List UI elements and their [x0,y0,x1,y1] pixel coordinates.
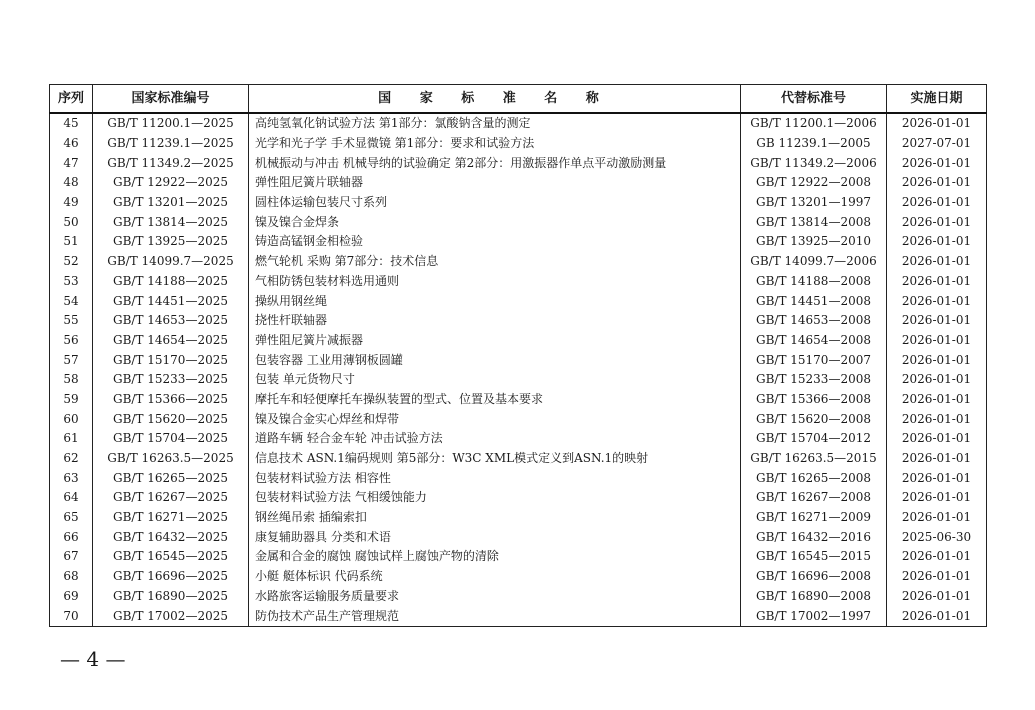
table-body [50,113,987,626]
cell-standard-code: GB/T 16271—2025 [93,508,249,528]
cell-seq: 45 [50,113,93,134]
cell-replaced-standard: GB/T 16267—2008 [741,488,887,508]
cell-standard-code: GB/T 16263.5—2025 [93,449,249,469]
table-row [50,370,987,390]
table-row [50,350,987,370]
cell-replaced-standard: GB/T 14188—2008 [741,272,887,292]
cell-standard-name: 包装 单元货物尺寸 [249,370,741,390]
cell-seq: 51 [50,232,93,252]
cell-standard-code: GB/T 16432—2025 [93,527,249,547]
cell-replaced-standard: GB/T 14451—2008 [741,291,887,311]
cell-seq: 64 [50,488,93,508]
cell-standard-name: 信息技术 ASN.1编码规则 第5部分：W3C XML模式定义到ASN.1的映射 [249,449,741,469]
cell-seq: 70 [50,606,93,626]
header-code: 国家标准编号 [93,85,249,114]
cell-implementation-date: 2026-01-01 [887,429,987,449]
header-seq: 序列 [50,85,93,114]
cell-seq: 47 [50,153,93,173]
table-row [50,331,987,351]
cell-replaced-standard: GB/T 16696—2008 [741,567,887,587]
cell-standard-code: GB/T 15620—2025 [93,409,249,429]
cell-standard-code: GB/T 15366—2025 [93,390,249,410]
cell-seq: 66 [50,527,93,547]
cell-standard-name: 圆柱体运输包装尺寸系列 [249,193,741,213]
cell-replaced-standard: GB/T 15704—2012 [741,429,887,449]
cell-seq: 67 [50,547,93,567]
cell-replaced-standard: GB/T 13814—2008 [741,212,887,232]
cell-replaced-standard: GB/T 15233—2008 [741,370,887,390]
cell-standard-name: 防伪技术产品生产管理规范 [249,606,741,626]
cell-standard-name: 道路车辆 轻合金车轮 冲击试验方法 [249,429,741,449]
table-row [50,587,987,607]
table-row [50,390,987,410]
cell-seq: 49 [50,193,93,213]
cell-implementation-date: 2026-01-01 [887,331,987,351]
cell-standard-name: 金属和合金的腐蚀 腐蚀试样上腐蚀产物的清除 [249,547,741,567]
table-row [50,508,987,528]
cell-seq: 50 [50,212,93,232]
table-row [50,547,987,567]
cell-standard-code: GB/T 15233—2025 [93,370,249,390]
cell-standard-code: GB/T 14188—2025 [93,272,249,292]
cell-standard-code: GB/T 11349.2—2025 [93,153,249,173]
cell-standard-name: 包装材料试验方法 相容性 [249,468,741,488]
cell-standard-name: 镍及镍合金实心焊丝和焊带 [249,409,741,429]
cell-seq: 69 [50,587,93,607]
header-row [50,85,987,114]
cell-implementation-date: 2026-01-01 [887,350,987,370]
cell-replaced-standard: GB/T 15366—2008 [741,390,887,410]
cell-standard-code: GB/T 16696—2025 [93,567,249,587]
table-row [50,311,987,331]
cell-replaced-standard: GB/T 16271—2009 [741,508,887,528]
cell-replaced-standard: GB/T 16432—2016 [741,527,887,547]
cell-implementation-date: 2026-01-01 [887,193,987,213]
cell-replaced-standard: GB/T 13201—1997 [741,193,887,213]
cell-replaced-standard: GB/T 16545—2015 [741,547,887,567]
cell-implementation-date: 2026-01-01 [887,212,987,232]
cell-standard-name: 钢丝绳吊索 插编索扣 [249,508,741,528]
table-row [50,429,987,449]
table-row [50,527,987,547]
cell-seq: 57 [50,350,93,370]
cell-standard-code: GB/T 13925—2025 [93,232,249,252]
table-row [50,567,987,587]
cell-implementation-date: 2026-01-01 [887,113,987,134]
cell-standard-name: 摩托车和轻便摩托车操纵装置的型式、位置及基本要求 [249,390,741,410]
cell-standard-code: GB/T 14653—2025 [93,311,249,331]
cell-standard-code: GB/T 13201—2025 [93,193,249,213]
cell-seq: 68 [50,567,93,587]
cell-seq: 59 [50,390,93,410]
cell-standard-name: 操纵用钢丝绳 [249,291,741,311]
cell-implementation-date: 2026-01-01 [887,488,987,508]
cell-replaced-standard: GB/T 14653—2008 [741,311,887,331]
table-header [50,85,987,114]
cell-implementation-date: 2026-01-01 [887,390,987,410]
cell-seq: 65 [50,508,93,528]
cell-standard-code: GB/T 15170—2025 [93,350,249,370]
table-row [50,449,987,469]
table-row [50,173,987,193]
cell-implementation-date: 2026-01-01 [887,311,987,331]
cell-seq: 61 [50,429,93,449]
cell-replaced-standard: GB/T 14654—2008 [741,331,887,351]
cell-standard-name: 包装容器 工业用薄钢板圆罐 [249,350,741,370]
cell-standard-name: 包装材料试验方法 气相缓蚀能力 [249,488,741,508]
cell-replaced-standard: GB/T 11200.1—2006 [741,113,887,134]
cell-replaced-standard: GB/T 17002—1997 [741,606,887,626]
cell-replaced-standard: GB/T 13925—2010 [741,232,887,252]
cell-replaced-standard: GB/T 12922—2008 [741,173,887,193]
cell-implementation-date: 2026-01-01 [887,547,987,567]
table-row [50,468,987,488]
cell-implementation-date: 2026-01-01 [887,508,987,528]
cell-standard-name: 机械振动与冲击 机械导纳的试验确定 第2部分：用激振器作单点平动激励测量 [249,153,741,173]
cell-standard-name: 挠性杆联轴器 [249,311,741,331]
cell-standard-code: GB/T 15704—2025 [93,429,249,449]
table-row [50,153,987,173]
table-row [50,488,987,508]
cell-standard-name: 弹性阻尼簧片联轴器 [249,173,741,193]
cell-seq: 63 [50,468,93,488]
cell-implementation-date: 2026-01-01 [887,587,987,607]
table-row [50,272,987,292]
cell-seq: 60 [50,409,93,429]
cell-standard-name: 燃气轮机 采购 第7部分：技术信息 [249,252,741,272]
page-number: — 4 — [60,647,126,671]
cell-standard-name: 高纯氢氧化钠试验方法 第1部分：氯酸钠含量的测定 [249,113,741,134]
cell-standard-code: GB/T 11200.1—2025 [93,113,249,134]
table-row [50,113,987,134]
header-replaced: 代替标准号 [741,85,887,114]
cell-implementation-date: 2026-01-01 [887,252,987,272]
cell-implementation-date: 2026-01-01 [887,606,987,626]
cell-standard-name: 镍及镍合金焊条 [249,212,741,232]
cell-seq: 55 [50,311,93,331]
cell-implementation-date: 2025-06-30 [887,527,987,547]
cell-standard-code: GB/T 14654—2025 [93,331,249,351]
table-row [50,252,987,272]
cell-replaced-standard: GB/T 15620—2008 [741,409,887,429]
cell-replaced-standard: GB/T 16263.5—2015 [741,449,887,469]
cell-seq: 56 [50,331,93,351]
cell-seq: 46 [50,134,93,154]
cell-implementation-date: 2026-01-01 [887,370,987,390]
cell-standard-name: 康复辅助器具 分类和术语 [249,527,741,547]
cell-implementation-date: 2026-01-01 [887,409,987,429]
table-row [50,212,987,232]
cell-replaced-standard: GB 11239.1—2005 [741,134,887,154]
cell-seq: 62 [50,449,93,469]
header-name: 国 家 标 准 名 称 [249,85,741,114]
cell-standard-code: GB/T 12922—2025 [93,173,249,193]
cell-implementation-date: 2027-07-01 [887,134,987,154]
cell-implementation-date: 2026-01-01 [887,272,987,292]
cell-standard-code: GB/T 11239.1—2025 [93,134,249,154]
cell-seq: 58 [50,370,93,390]
table-row [50,606,987,626]
cell-standard-name: 光学和光子学 手术显微镜 第1部分：要求和试验方法 [249,134,741,154]
cell-standard-code: GB/T 13814—2025 [93,212,249,232]
cell-replaced-standard: GB/T 16265—2008 [741,468,887,488]
cell-standard-code: GB/T 16545—2025 [93,547,249,567]
table-row [50,409,987,429]
cell-standard-code: GB/T 16267—2025 [93,488,249,508]
cell-seq: 52 [50,252,93,272]
cell-standard-code: GB/T 16265—2025 [93,468,249,488]
cell-standard-code: GB/T 16890—2025 [93,587,249,607]
cell-replaced-standard: GB/T 15170—2007 [741,350,887,370]
cell-standard-name: 水路旅客运输服务质量要求 [249,587,741,607]
cell-standard-name: 弹性阻尼簧片减振器 [249,331,741,351]
cell-implementation-date: 2026-01-01 [887,449,987,469]
cell-implementation-date: 2026-01-01 [887,232,987,252]
cell-standard-code: GB/T 14099.7—2025 [93,252,249,272]
table-row [50,232,987,252]
cell-replaced-standard: GB/T 16890—2008 [741,587,887,607]
cell-replaced-standard: GB/T 11349.2—2006 [741,153,887,173]
table-row [50,193,987,213]
table-row [50,134,987,154]
cell-standard-code: GB/T 17002—2025 [93,606,249,626]
cell-standard-code: GB/T 14451—2025 [93,291,249,311]
cell-standard-name: 气相防锈包装材料选用通则 [249,272,741,292]
cell-implementation-date: 2026-01-01 [887,153,987,173]
cell-standard-name: 铸造高锰钢金相检验 [249,232,741,252]
cell-implementation-date: 2026-01-01 [887,567,987,587]
cell-seq: 53 [50,272,93,292]
cell-implementation-date: 2026-01-01 [887,173,987,193]
cell-standard-name: 小艇 艇体标识 代码系统 [249,567,741,587]
cell-seq: 54 [50,291,93,311]
cell-implementation-date: 2026-01-01 [887,468,987,488]
cell-replaced-standard: GB/T 14099.7—2006 [741,252,887,272]
table-row [50,291,987,311]
standards-table [49,84,987,627]
header-date: 实施日期 [887,85,987,114]
cell-implementation-date: 2026-01-01 [887,291,987,311]
cell-seq: 48 [50,173,93,193]
